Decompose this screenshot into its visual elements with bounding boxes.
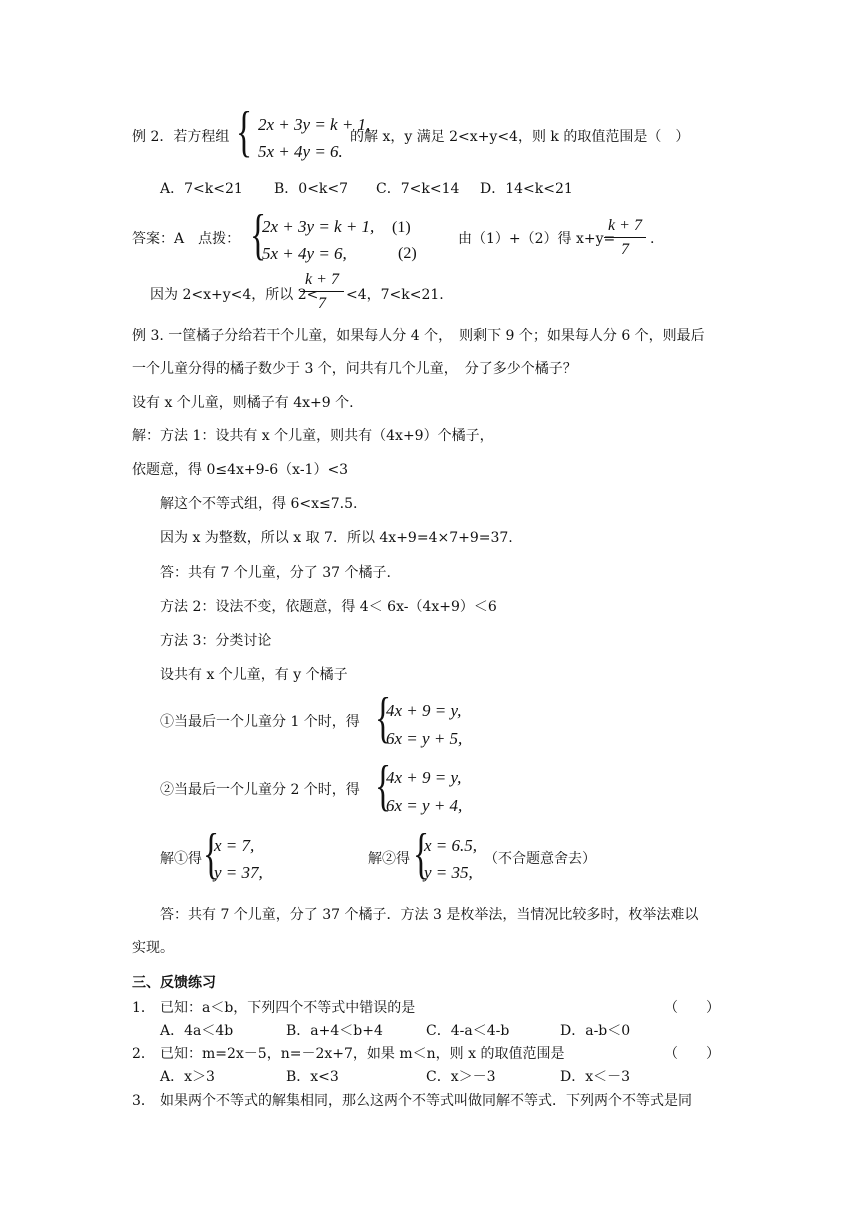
ex2-from-text: 由（1）+（2）得 x+y= [458, 231, 616, 247]
ex3-sol1-eq2: y = 37, [214, 863, 263, 882]
ex2-label: 例 2．若方程组 [132, 129, 230, 145]
ex2-because-b: <4，7<k<21. [346, 287, 444, 303]
ex3-final-2: 实现。 [132, 940, 174, 956]
q2-number: 2． [132, 1046, 155, 1062]
fraction-bar [300, 291, 344, 292]
ex3-line-3: 设有 x 个儿童，则橘子有 4x+9 个. [132, 395, 354, 411]
ex3-case2-eq2: 6x = y + 4, [386, 796, 463, 815]
ex3-sol2-label: 解②得 [368, 851, 410, 867]
ex3-case2-label: ②当最后一个儿童分 2 个时，得 [160, 782, 360, 798]
q2-option-d: D．x＜－3 [560, 1069, 631, 1085]
ex2-fraction [604, 218, 646, 258]
ex3-sol2-eq1: x = 6.5, [424, 836, 478, 855]
q1-text: 已知：a＜b，下列四个不等式中错误的是 [160, 1000, 416, 1016]
ex2-fraction-denominator: 7 [621, 241, 629, 258]
ex2-because-fraction-denominator: 7 [318, 295, 326, 312]
ex2-tag-2: (2) [398, 245, 417, 262]
ex2-period: . [650, 231, 655, 247]
ex2-answer-eq1: 2x + 3y = k + 1, [262, 217, 375, 236]
ex3-sol2-brace: { [413, 823, 430, 885]
ex2-tag-1: (1) [392, 219, 411, 236]
ex3-line-9: 方法 2：设法不变，依题意，得 4＜ 6x-（4x+9）＜6 [160, 599, 497, 615]
ex3-line-4: 解：方法 1：设共有 x 个儿童，则共有（4x+9）个橘子， [132, 428, 494, 444]
q2-answer-paren: （ ） [664, 1046, 720, 1062]
ex2-option-b: B．0<k<7 [274, 181, 349, 197]
ex3-line-6: 解这个不等式组，得 6<x≤7.5. [160, 496, 358, 512]
q2-option-c: C．x＞－3 [426, 1069, 496, 1085]
ex3-sol2-note: （不合题意舍去） [484, 851, 596, 867]
ex2-option-c: C．7<k<14 [376, 181, 460, 197]
q1-option-a: A．4a＜4b [160, 1023, 234, 1039]
ex3-case1-eq2: 6x = y + 5, [386, 729, 463, 748]
ex3-line-5: 依题意，得 0≤4x+9-6（x-1）<3 [132, 462, 349, 478]
fraction-bar [604, 237, 646, 238]
ex2-eq2: 5x + 4y = 6. [258, 142, 343, 161]
ex2-because-fraction-numerator: k + 7 [305, 271, 339, 288]
ex2-because-fraction [300, 272, 344, 312]
ex2-answer-eq2: 5x + 4y = 6, [262, 244, 347, 263]
ex2-option-d: D．14<k<21 [480, 181, 573, 197]
ex3-line-10: 方法 3：分类讨论 [160, 633, 272, 649]
ex3-line-11: 设共有 x 个儿童，有 y 个橘子 [160, 667, 348, 683]
ex3-case2-eq1: 4x + 9 = y, [386, 768, 462, 787]
ex3-line-7: 因为 x 为整数，所以 x 取 7．所以 4x+9=4×7+9=37. [160, 530, 513, 546]
ex2-answer-brace: { [250, 204, 267, 266]
ex2-question-tail: 的解 x，y 满足 2<x+y<4，则 k 的取值范围是（ ） [350, 129, 690, 145]
ex2-eq1: 2x + 3y = k + 1, [258, 115, 371, 134]
ex2-because-a: 因为 2<x+y<4，所以 2< [150, 287, 319, 303]
ex3-line-2: 一个儿童分得的橘子数少于 3 个，问共有几个儿童， 分了多少个橘子？ [132, 361, 577, 377]
q2-text: 已知：m=2x－5，n=－2x+7，如果 m＜n，则 x 的取值范围是 [160, 1046, 565, 1062]
ex2-fraction-numerator: k + 7 [608, 217, 642, 234]
ex3-line-1: 例 3. 一筐橘子分给若干个儿童，如果每人分 4 个， 则剩下 9 个；如果每人分 6 个，则最后 [132, 328, 705, 344]
ex3-case2-brace: { [375, 755, 392, 817]
q3-text: 如果两个不等式的解集相同，那么这两个不等式叫做同解不等式．下列两个不等式是同 [160, 1093, 692, 1109]
ex3-sol1-brace: { [203, 823, 220, 885]
ex3-sol2-eq2: y = 35, [424, 863, 473, 882]
section3-heading: 三、反馈练习 [132, 975, 216, 991]
ex2-option-a: A．7<k<21 [160, 181, 243, 197]
q1-answer-paren: （ ） [664, 1000, 720, 1016]
q2-option-a: A．x＞3 [160, 1069, 215, 1085]
ex3-line-8: 答：共有 7 个儿童，分了 37 个橘子. [160, 565, 391, 581]
q1-number: 1． [132, 1000, 155, 1016]
q1-option-c: C．4-a＜4-b [426, 1023, 510, 1039]
ex3-sol1-eq1: x = 7, [214, 836, 255, 855]
q1-option-d: D．a-b＜0 [560, 1023, 631, 1039]
ex2-answer-label: 答案：A 点拨： [132, 231, 241, 247]
q2-option-b: B．x<3 [286, 1069, 339, 1085]
ex3-final-1: 答：共有 7 个儿童，分了 37 个橘子．方法 3 是枚举法，当情况比较多时，枚举法难以 [160, 907, 699, 923]
ex3-case1-brace: { [375, 687, 392, 749]
ex2-brace: { [236, 101, 253, 163]
q1-option-b: B．a+4＜b+4 [286, 1023, 383, 1039]
q3-number: 3． [132, 1093, 155, 1109]
ex3-sol1-label: 解①得 [160, 851, 202, 867]
ex3-case1-label: ①当最后一个儿童分 1 个时，得 [160, 714, 360, 730]
ex3-case1-eq1: 4x + 9 = y, [386, 701, 462, 720]
